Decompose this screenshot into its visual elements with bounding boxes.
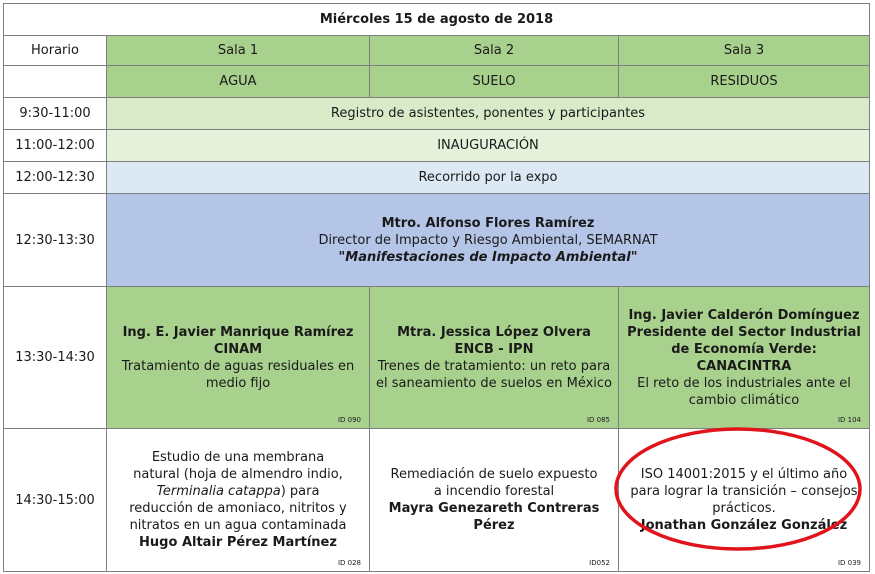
talk-title-line [113, 483, 363, 500]
horario-header: Horario [4, 36, 107, 66]
time-cell: 14:30-15:00 [4, 429, 107, 572]
session-cell-agua [107, 429, 370, 572]
registration-cell: Registro de asistentes, ponentes y participantes [107, 98, 870, 130]
session-cell-residuos [619, 287, 870, 429]
session-cell-suelo [370, 429, 619, 572]
speaker-org: CANACINTRA [696, 358, 792, 374]
talk-title: Tratamiento de aguas residuales en medio fijo [121, 358, 355, 391]
talk-title: ISO 14001:2015 y el último año para lograr la transición – consejos prácticos. [630, 467, 858, 516]
abstract-id: ID 104 [837, 416, 861, 424]
keynote-cell [107, 194, 870, 287]
schedule-title: Miércoles 15 de agosto de 2018 [4, 4, 870, 36]
speaker-role: de Economía Verde: [671, 341, 817, 357]
time-cell: 12:30-13:30 [4, 194, 107, 287]
abstract-id: ID 085 [586, 416, 610, 424]
session-cell-suelo [370, 287, 619, 429]
speaker-org: ENCB - IPN [454, 341, 534, 357]
speaker-org: CINAM [213, 341, 263, 357]
time-cell: 9:30-11:00 [4, 98, 107, 130]
highlight-ellipse-stroke [616, 429, 860, 549]
empty-cell [4, 66, 107, 98]
species-name: Terminalia catappa [156, 484, 281, 499]
author-name: Jonathan González González [640, 518, 848, 533]
speaker-name: Ing. Javier Calderón Domínguez [628, 307, 860, 323]
keynote-title: "Manifestaciones de Impacto Ambiental" [338, 249, 638, 265]
theme-suelo: SUELO [370, 66, 619, 98]
talk-title-line: reducción de amoniaco, nitritos y [129, 501, 347, 516]
talk-title: Trenes de tratamiento: un reto para el saneamiento de suelos en México [376, 358, 613, 391]
abstract-id: ID 039 [837, 559, 861, 567]
room-2-header: Sala 2 [370, 36, 619, 66]
room-1-header: Sala 1 [107, 36, 370, 66]
talk-title-line: natural (hoja de almendro indio, [133, 467, 343, 482]
talk-title: Remediación de suelo expuesto a incendio forestal [390, 467, 598, 499]
talk-title-fragment: ) para [280, 484, 320, 499]
time-cell: 13:30-14:30 [4, 287, 107, 429]
speaker-name: Mtra. Jessica López Olvera [397, 324, 591, 340]
speaker-name: Ing. E. Javier Manrique Ramírez [122, 324, 354, 340]
keynote-role: Director de Impacto y Riesgo Ambiental, SEMARNAT [318, 232, 658, 248]
talk-title: El reto de los industriales ante el cambio climático [637, 375, 851, 408]
time-cell: 12:00-12:30 [4, 162, 107, 194]
time-cell: 11:00-12:00 [4, 130, 107, 162]
keynote-speaker: Mtro. Alfonso Flores Ramírez [381, 215, 595, 231]
theme-agua: AGUA [107, 66, 370, 98]
talk-title-line: Estudio de una membrana [151, 450, 325, 465]
abstract-id: ID 028 [337, 559, 361, 567]
inauguration-cell: INAUGURACIÓN [107, 130, 870, 162]
author-name: Hugo Altair Pérez Martínez [139, 535, 337, 550]
talk-title-line: nitratos en un agua contaminada [129, 518, 347, 533]
abstract-id: ID052 [589, 559, 610, 567]
session-cell-agua [107, 287, 370, 429]
room-3-header: Sala 3 [619, 36, 870, 66]
author-name: Mayra Genezareth Contreras Pérez [388, 501, 600, 533]
highlight-ellipse [612, 425, 864, 553]
theme-residuos: RESIDUOS [619, 66, 870, 98]
speaker-role: Presidente del Sector Industrial [627, 324, 861, 340]
expo-tour-cell: Recorrido por la expo [107, 162, 870, 194]
abstract-id: ID 090 [337, 416, 361, 424]
